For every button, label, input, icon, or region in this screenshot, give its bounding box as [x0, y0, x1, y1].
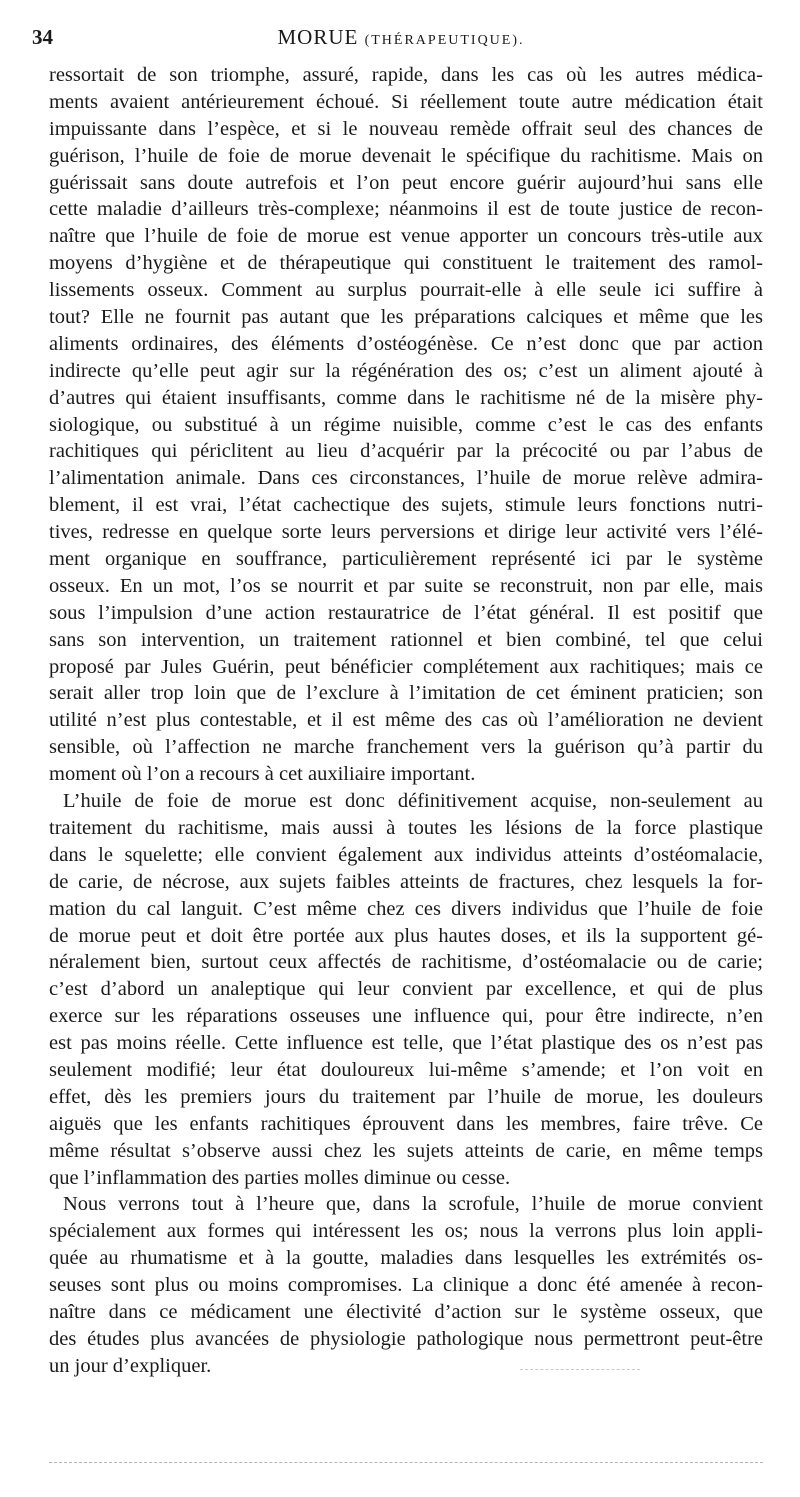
text-line: indirecte qu’elle peut agir sur la régénération des os; c’est un aliment ajouté à	[49, 359, 763, 382]
text-line: serait aller trop loin que de l’exclure à l’imitation de cet éminent praticien; son	[49, 682, 763, 705]
text-line: moyens d’hygiène et de thérapeutique qui constituent le traitement des ramol-	[49, 252, 763, 275]
text-line: de morue peut et doit être portée aux plus hautes doses, et ils la supportent gé-	[49, 924, 763, 947]
text-line: un jour d’expliquer.	[49, 1354, 212, 1377]
text-line: sous l’impulsion d’une action restauratrice de l’état général. Il est positif que	[49, 601, 763, 624]
text-line: aliments ordinaires, des éléments d’ostéogénèse. Ce n’est donc que par action	[49, 332, 763, 355]
text-line: que l’inflammation des parties molles diminue ou cesse.	[49, 1166, 511, 1189]
end-of-text-rule	[520, 1369, 640, 1370]
text-line: ment organique en souffrance, particulièrement représenté ici par le système	[49, 548, 763, 571]
text-line: traitement du rachitisme, mais aussi à toutes les lésions de la force plastique	[49, 816, 763, 839]
text-line: exerce sur les réparations osseuses une influence qui, pour être indirecte, n’en	[49, 1005, 763, 1028]
text-line: spécialement aux formes qui intéressent les os; nous la verrons plus loin appli-	[49, 1220, 763, 1243]
paragraph	[49, 1191, 763, 1379]
text-line: d’autres qui étaient insuffisants, comme dans le rachitisme né de la misère phy-	[49, 386, 763, 409]
text-line: sans son intervention, un traitement rationnel et bien combiné, tel que celui	[49, 628, 763, 651]
running-head	[32, 22, 770, 52]
text-line: siologique, ou substitué à un régime nuisible, comme c’est le cas des enfants	[49, 413, 763, 436]
text-line: quée au rhumatisme et à la goutte, maladies dans lesquelles les extrémités os-	[49, 1247, 763, 1270]
text-line: guérison, l’huile de foie de morue devenait le spécifique du rachitisme. Mais on	[49, 144, 763, 167]
text-line: seuses sont plus ou moins compromises. La clinique a donc été amenée à recon-	[49, 1274, 763, 1297]
running-title-main: MORUE	[277, 25, 359, 49]
running-title-subtitle: (THÉRAPEUTIQUE).	[364, 33, 525, 48]
text-line: aiguës que les enfants rachitiques éprouvent dans les membres, faire trêve. Ce	[49, 1112, 763, 1135]
text-line: tives, redresse en quelque sorte leurs perversions et dirige leur activité vers l’élé-	[49, 521, 763, 544]
text-line: naître dans ce médicament une électivité d’action sur le système osseux, que	[49, 1300, 763, 1323]
text-line: l’alimentation animale. Dans ces circonstances, l’huile de morue relève admira-	[49, 467, 763, 490]
page-bottom-rule	[49, 1462, 763, 1463]
text-line: Nous verrons tout à l’heure que, dans la scrofule, l’huile de morue convient	[63, 1193, 763, 1216]
text-line: néralement bien, surtout ceux affectés de rachitisme, d’ostéomalacie ou de carie;	[49, 951, 763, 974]
text-line: des études plus avancées de physiologie pathologique nous permettront peut-être	[49, 1327, 763, 1350]
text-line: sensible, où l’affection ne marche franchement vers la guérison qu’à partir du	[49, 736, 763, 759]
text-line: tout? Elle ne fournit pas autant que les préparations calciques et même que les	[49, 306, 763, 329]
paragraph	[49, 62, 763, 788]
page-number: 34	[32, 25, 53, 49]
text-line: lissements osseux. Comment au surplus pourrait-elle à elle seule ici suffire à	[49, 279, 763, 302]
text-line: même résultat s’observe aussi chez les sujets atteints de carie, en même temps	[49, 1139, 763, 1162]
text-line: de carie, de nécrose, aux sujets faibles atteints de fractures, chez lesquels la for-	[49, 870, 763, 893]
text-line: mation du cal languit. C’est même chez ces divers individus que l’huile de foie	[49, 897, 763, 920]
text-line: cette maladie d’ailleurs très-complexe; néanmoins il est de toute justice de recon-	[49, 198, 763, 221]
text-line: dans le squelette; elle convient également aux individus atteints d’ostéomalacie,	[49, 843, 763, 866]
text-line: c’est d’abord un analeptique qui leur convient par excellence, et qui de plus	[49, 978, 763, 1001]
running-title	[32, 22, 770, 56]
text-line: blement, il est vrai, l’état cachectique des sujets, stimule leurs fonctions nutri-	[49, 494, 763, 517]
text-line: rachitiques qui périclitent au lieu d’acquérir par la précocité ou par l’abus de	[49, 440, 763, 463]
text-line: ressortait de son triomphe, assuré, rapide, dans les cas où les autres médica-	[49, 64, 763, 86]
text-line: osseux. En un mot, l’os se nourrit et par suite se reconstruit, non par elle, mais	[49, 574, 763, 597]
text-line: naître que l’huile de foie de morue est venue apporter un concours très-utile aux	[49, 225, 763, 248]
text-line: utilité n’est plus contestable, et il est même des cas où l’amélioration ne devient	[49, 709, 763, 732]
text-line: effet, dès les premiers jours du traitement par l’huile de morue, les douleurs	[49, 1085, 763, 1108]
text-line: moment où l’on a recours à cet auxiliaire important.	[49, 763, 476, 786]
text-line: guérissait sans doute autrefois et l’on peut encore guérir aujourd’hui sans elle	[49, 171, 763, 194]
text-line: ments avaient antérieurement échoué. Si réellement toute autre médication était	[49, 90, 763, 113]
paragraph	[49, 788, 763, 1191]
text-line: proposé par Jules Guérin, peut bénéficier complétement aux rachitiques; mais ce	[49, 655, 763, 678]
text-line: seulement modifié; leur état douloureux lui-même s’amende; et l’on voit en	[49, 1058, 763, 1081]
body-text	[49, 62, 763, 1380]
text-line: est pas moins réelle. Cette influence est telle, que l’état plastique des os n’est pas	[49, 1032, 763, 1055]
text-line: impuissante dans l’espèce, et si le nouveau remède offrait seul des chances de	[49, 117, 763, 140]
text-line: L’huile de foie de morue est donc définitivement acquise, non-seulement au	[63, 790, 763, 813]
